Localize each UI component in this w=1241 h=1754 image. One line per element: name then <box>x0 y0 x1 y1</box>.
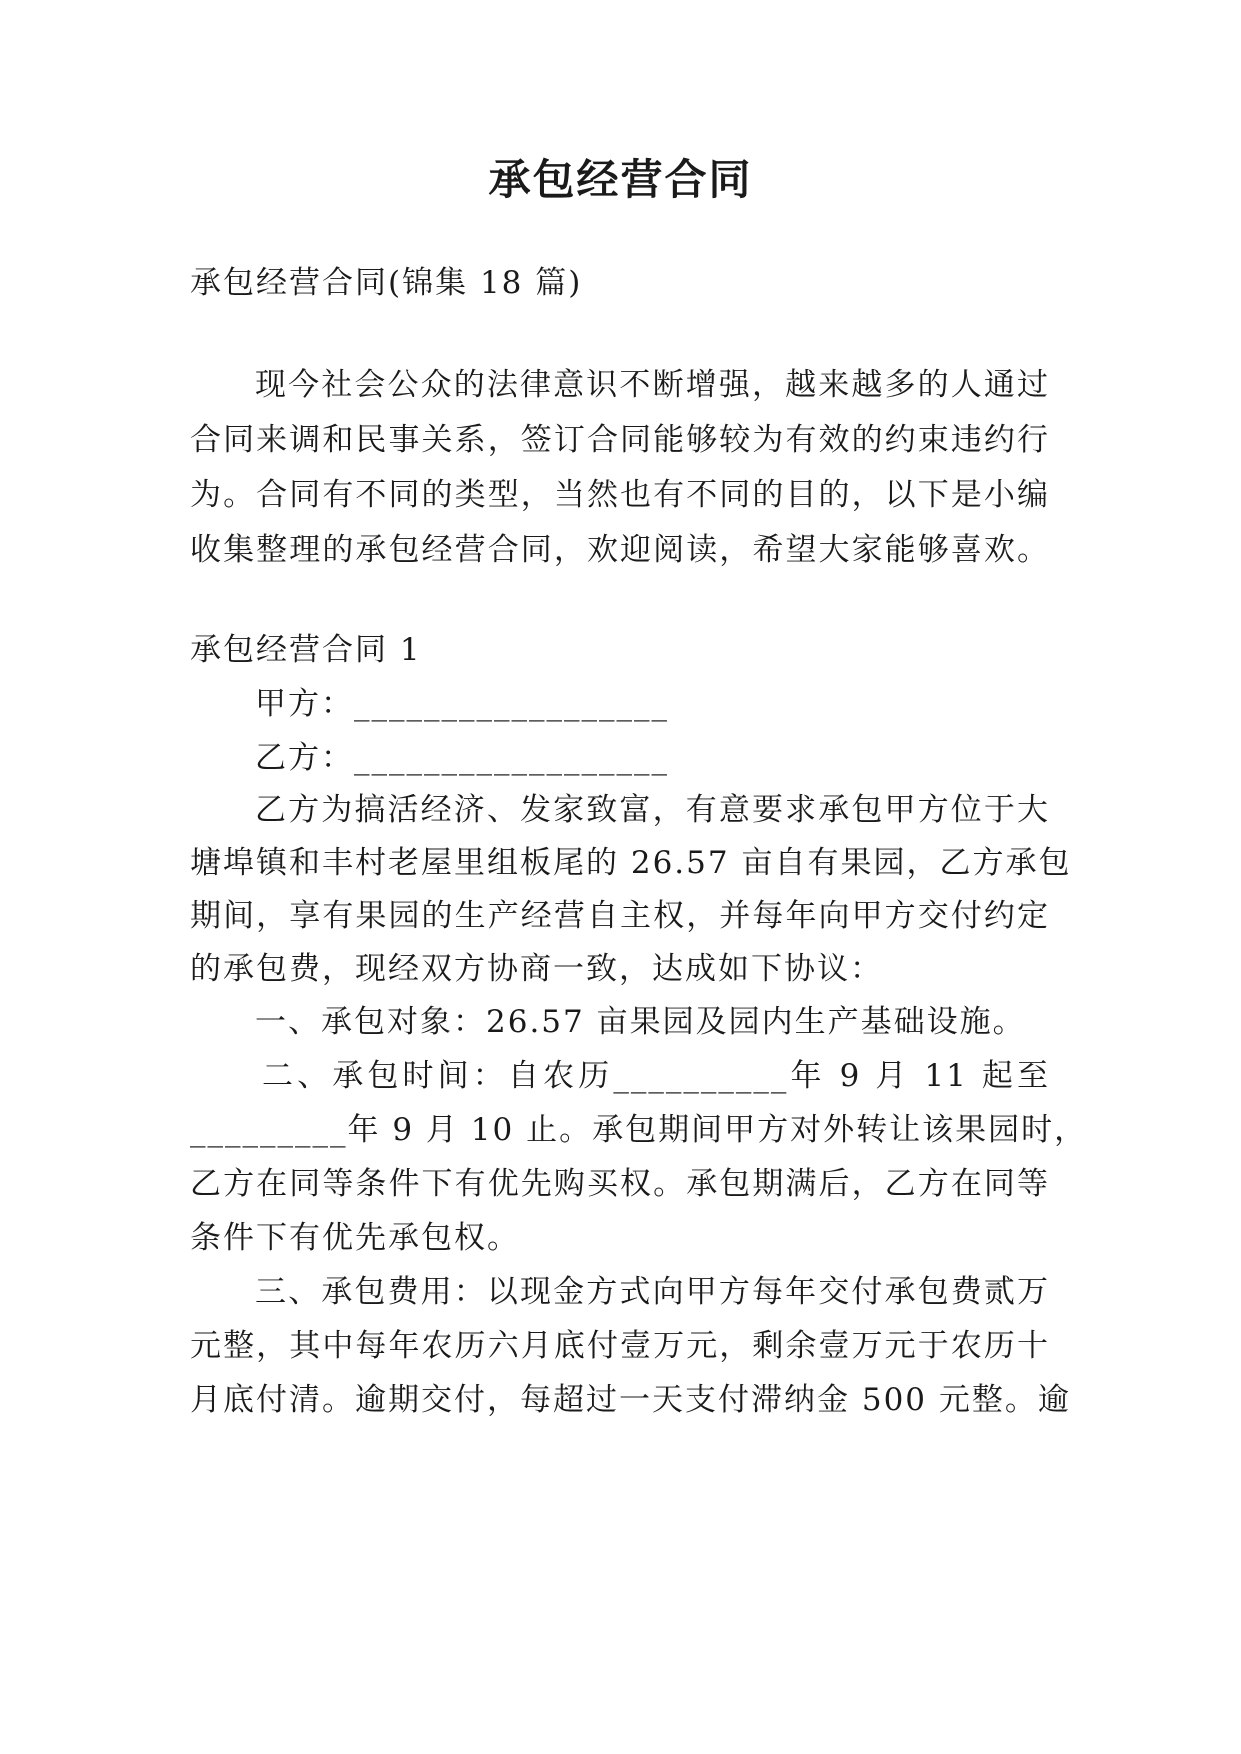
party-a-line: 甲方：__________________ <box>255 686 669 722</box>
clause-line: _________年 9 月 10 止。承包期间甲方对外转让该果园时， <box>190 1112 1088 1148</box>
body-line: 塘埠镇和丰村老屋里组板尾的 26.57 亩自有果园，乙方承包 <box>190 845 1072 881</box>
intro-line: 收集整理的承包经营合同，欢迎阅读，希望大家能够喜欢。 <box>190 532 1050 568</box>
clause-line: 一、承包对象：26.57 亩果园及园内生产基础设施。 <box>255 1004 1026 1040</box>
section-heading: 承包经营合同 1 <box>190 632 422 668</box>
document-subtitle: 承包经营合同(锦集 18 篇) <box>190 265 583 301</box>
clause-line: 二、承包时间：自农历__________年 9 月 11 起至 <box>262 1058 1050 1094</box>
clause-line: 条件下有优先承包权。 <box>190 1220 520 1256</box>
body-line: 的承包费，现经双方协商一致，达成如下协议： <box>190 951 883 987</box>
body-line: 乙方为搞活经济、发家致富，有意要求承包甲方位于大 <box>255 792 1050 828</box>
clause-line: 乙方在同等条件下有优先购买权。承包期满后，乙方在同等 <box>190 1166 1050 1202</box>
party-b-line: 乙方：__________________ <box>255 740 669 776</box>
document-title: 承包经营合同 <box>488 155 753 204</box>
clause-line: 月底付清。逾期交付，每超过一天支付滞纳金 500 元整。逾 <box>190 1382 1071 1418</box>
clause-line: 元整，其中每年农历六月底付壹万元，剩余壹万元于农历十 <box>190 1328 1050 1364</box>
clause-line: 三、承包费用：以现金方式向甲方每年交付承包费贰万 <box>255 1274 1050 1310</box>
intro-line: 为。合同有不同的类型，当然也有不同的目的，以下是小编 <box>190 477 1050 513</box>
intro-line: 合同来调和民事关系，签订合同能够较为有效的约束违约行 <box>190 422 1050 458</box>
intro-line: 现今社会公众的法律意识不断增强，越来越多的人通过 <box>255 367 1050 403</box>
body-line: 期间，享有果园的生产经营自主权，并每年向甲方交付约定 <box>190 898 1050 934</box>
